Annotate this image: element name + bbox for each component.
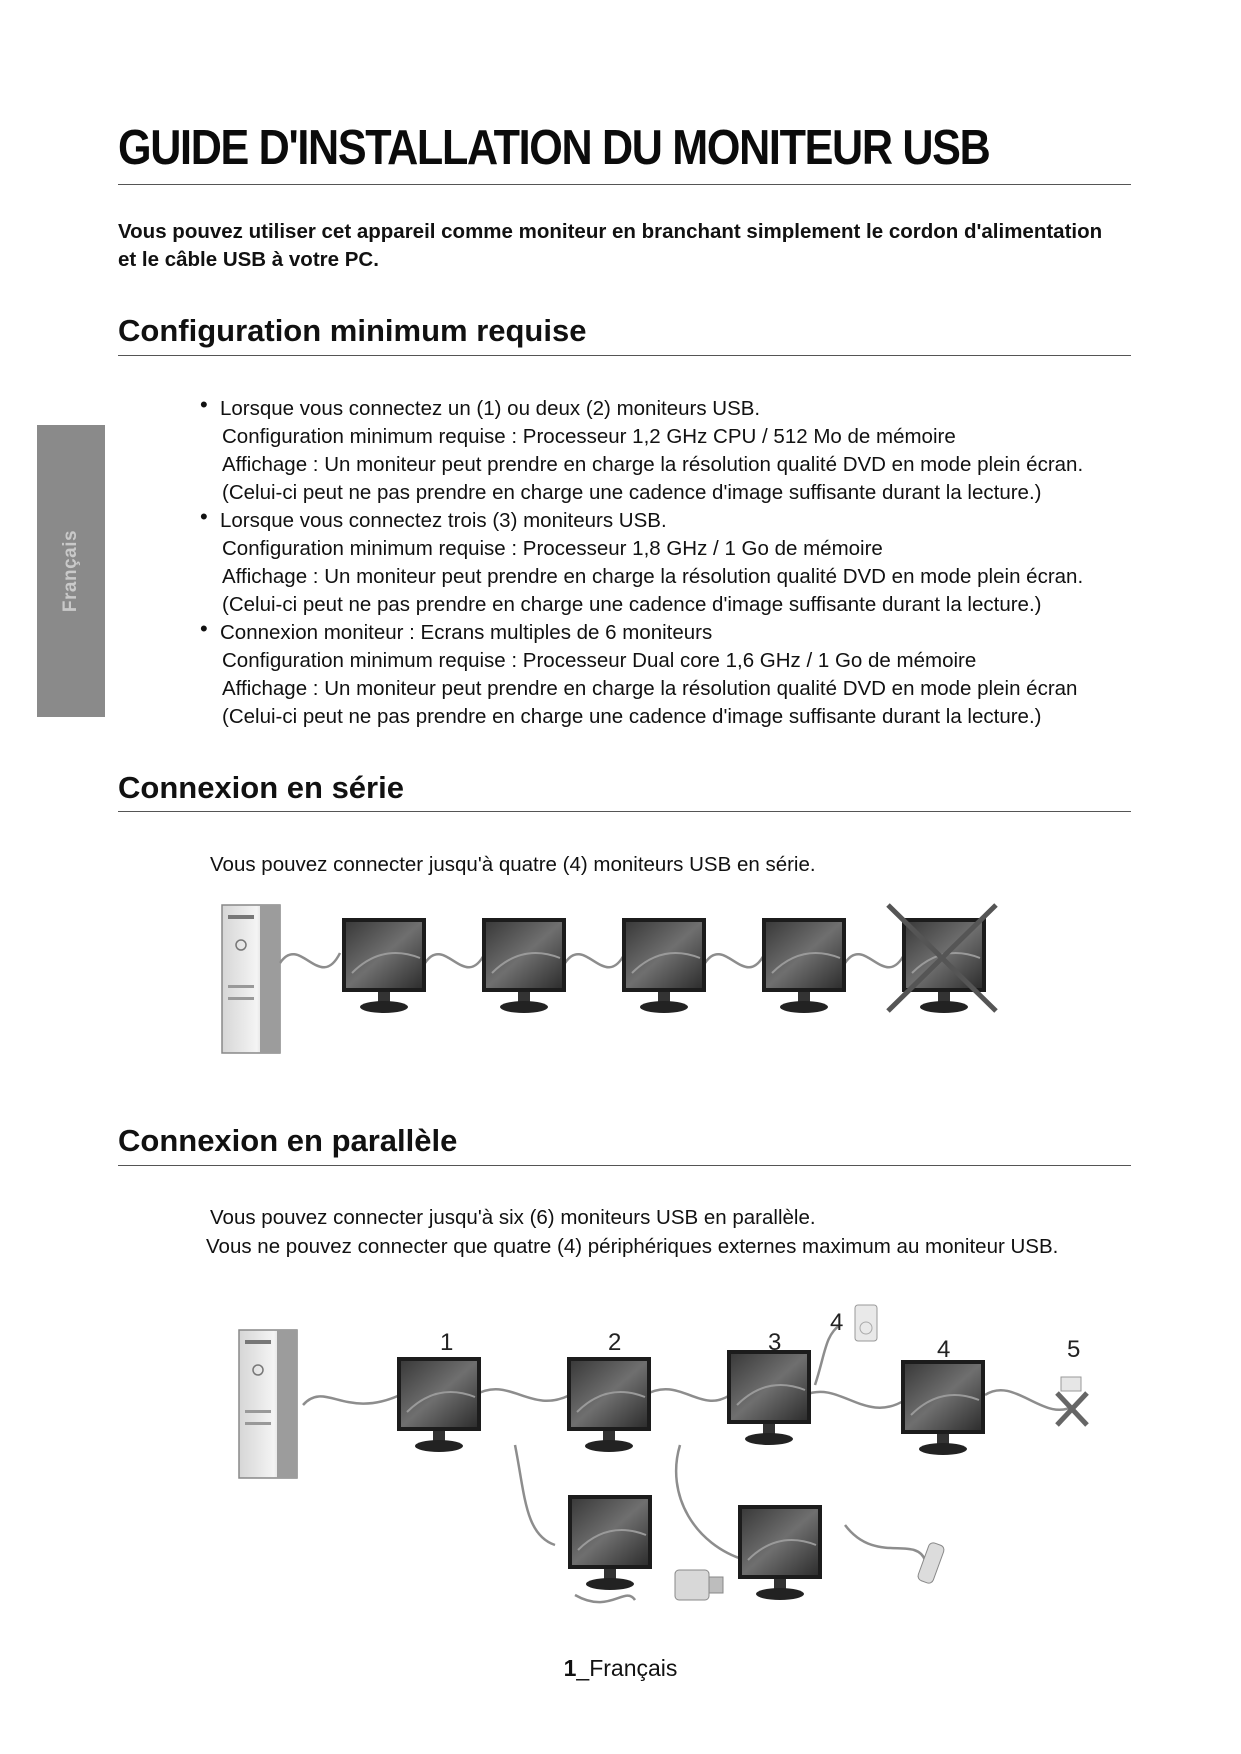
camcorder-icon xyxy=(675,1570,723,1600)
requirement-line: Affichage : Un moniteur peut prendre en charge la résolution qualité DVD en mode plein écran. xyxy=(222,453,1084,476)
title-divider xyxy=(118,184,1131,185)
bullet-icon: • xyxy=(200,616,208,641)
requirement-heading: Connexion moniteur : Ecrans multiples de 6 moniteurs xyxy=(220,621,713,644)
monitor-icon xyxy=(738,1505,822,1600)
monitor-icon xyxy=(482,918,566,1013)
device-limit-cross-icon xyxy=(1057,1377,1087,1425)
monitor-number-label: 2 xyxy=(608,1329,622,1356)
monitor-icon xyxy=(568,1495,652,1590)
desktop-pc-icon xyxy=(222,905,280,1053)
requirement-line: Configuration minimum requise : Processeur Dual core 1,6 GHz / 1 Go de mémoire xyxy=(222,649,977,672)
monitor-number-label: 4 xyxy=(937,1336,951,1363)
requirement-line: Affichage : Un moniteur peut prendre en charge la résolution qualité DVD en mode plein écran. xyxy=(222,565,1084,588)
requirement-line: (Celui-ci peut ne pas prendre en charge une cadence d'image suffisante durant la lecture.) xyxy=(222,593,1042,616)
requirement-heading: Lorsque vous connectez trois (3) moniteurs USB. xyxy=(220,509,667,532)
parallel-description-1: Vous pouvez connecter jusqu'à six (6) moniteurs USB en parallèle. xyxy=(210,1206,816,1229)
monitor-number-label: 3 xyxy=(768,1329,782,1356)
monitor-crossed-icon xyxy=(888,905,996,1013)
footer-language: _Français xyxy=(576,1655,678,1681)
section-divider xyxy=(118,355,1131,356)
serial-connection-diagram xyxy=(210,893,1110,1073)
list-item xyxy=(200,504,1160,619)
requirement-line: Configuration minimum requise : Processeur 1,2 GHz CPU / 512 Mo de mémoire xyxy=(222,425,956,448)
bullet-icon: • xyxy=(200,392,208,417)
monitor-icon xyxy=(567,1357,651,1452)
requirements-list xyxy=(200,392,1160,731)
monitor-number-label: 1 xyxy=(440,1329,454,1356)
serial-description: Vous pouvez connecter jusqu'à quatre (4) moniteurs USB en série. xyxy=(210,853,816,876)
language-side-tab xyxy=(37,425,105,717)
parallel-connection-diagram xyxy=(225,1295,1125,1635)
section-title-requirements: Configuration minimum requise xyxy=(118,313,587,348)
monitor-icon xyxy=(901,1360,985,1455)
mobile-phone-icon xyxy=(917,1541,946,1584)
page-title: GUIDE D'INSTALLATION DU MONITEUR USB xyxy=(118,121,990,175)
monitor-icon xyxy=(727,1350,811,1445)
bullet-icon: • xyxy=(200,504,208,529)
list-item xyxy=(200,616,1160,731)
requirement-line: (Celui-ci peut ne pas prendre en charge une cadence d'image suffisante durant la lecture.) xyxy=(222,481,1042,504)
requirement-line: Affichage : Un moniteur peut prendre en charge la résolution qualité DVD en mode plein écran xyxy=(222,677,1078,700)
section-title-serial: Connexion en série xyxy=(118,770,404,805)
section-title-parallel: Connexion en parallèle xyxy=(118,1123,458,1158)
requirement-heading: Lorsque vous connectez un (1) ou deux (2) moniteurs USB. xyxy=(220,397,761,420)
parallel-description-2: Vous ne pouvez connecter que quatre (4) périphériques externes maximum au moniteur USB. xyxy=(206,1235,1059,1258)
section-divider xyxy=(118,811,1131,812)
device-number-label: 5 xyxy=(1067,1336,1081,1363)
monitor-icon xyxy=(342,918,426,1013)
monitor-icon xyxy=(762,918,846,1013)
device-number-label: 4 xyxy=(830,1309,844,1336)
monitor-icon xyxy=(622,918,706,1013)
page-footer xyxy=(0,1655,1241,1682)
language-side-tab-label: Français xyxy=(60,529,81,613)
page-number: 1 xyxy=(563,1655,577,1681)
mp3-player-icon xyxy=(855,1305,877,1341)
intro-text: Vous pouvez utiliser cet appareil comme moniteur en branchant simplement le cordon d'alimentation et le câble USB à votre PC. xyxy=(118,220,1103,271)
desktop-pc-icon xyxy=(239,1330,297,1478)
requirement-line: Configuration minimum requise : Processeur 1,8 GHz / 1 Go de mémoire xyxy=(222,537,883,560)
monitor-icon xyxy=(397,1357,481,1452)
list-item xyxy=(200,392,1160,507)
requirement-line: (Celui-ci peut ne pas prendre en charge une cadence d'image suffisante durant la lecture.) xyxy=(222,705,1042,728)
section-divider xyxy=(118,1165,1131,1166)
